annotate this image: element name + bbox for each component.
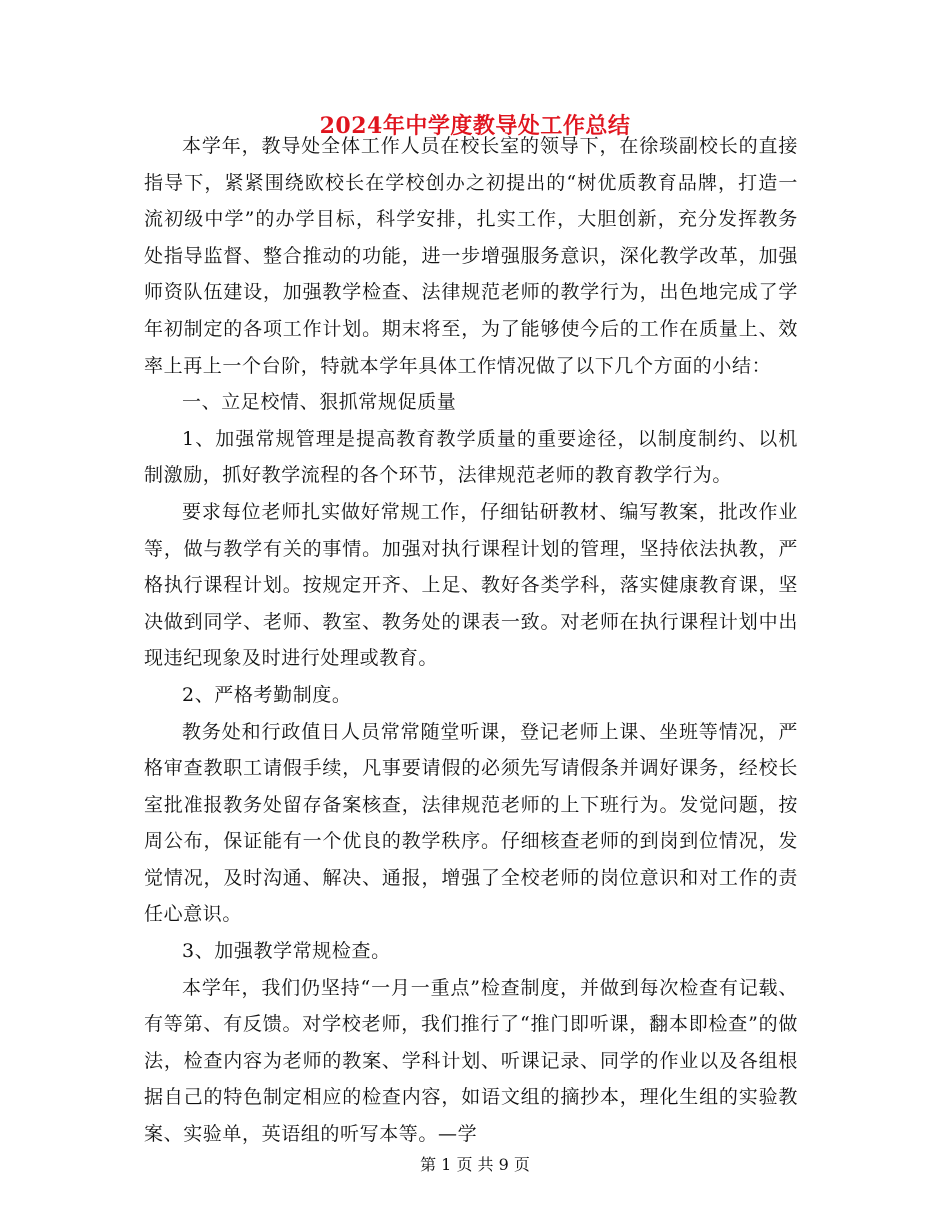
paragraph-intro: 本学年，教导处全体工作人员在校长室的领导下，在徐琰副校长的直接指导下，紧紧围绕欧校长在学校创办之初提出的“树优质教育品牌，打造一流初级中学”的办学目标，科学安排，扎实工作，大胆创新，充分发挥教务处指导监督、整合推动的功能，进一步增强服务意识，深化教学改革，加强师资队伍建设，加强教学检查、法律规范老师的教学行为，出色地完成了学年初制定的各项工作计划。期末将至，为了能够使今后的工作在质量上、效率上再上一个台阶，特就本学年具体工作情况做了以下几个方面的小结：	[144, 135, 798, 377]
document-title: 2024年中学度教导处工作总结	[319, 113, 631, 139]
section-heading-1: 一、立足校情、狠抓常规促质量	[182, 391, 457, 414]
paragraph-requirements: 要求每位老师扎实做好常规工作，仔细钻研教材、编写教案，批改作业等，做与教学有关的事情。加强对执行课程计划的管理，坚持依法执教，严格执行课程计划。按规定开齐、上足、教好各类学科，落实健康教育课，坚决做到同学、老师、教室、教务处的课表一致。对老师在执行课程计划中出现违纪现象及时进行处理或教育。	[144, 500, 798, 670]
paragraph-attendance: 教务处和行政值日人员常常随堂听课，登记老师上课、坐班等情况，严格审查教职工请假手续，凡事要请假的必须先写请假条并调好课务，经校长室批准报教务处留存备案核查，法律规范老师的上下班行为。发觉问题，按周公布，保证能有一个优良的教学秩序。仔细核查老师的到岗到位情况，发觉情况，及时沟通、解决、通报，增强了全校老师的岗位意识和对工作的责任心意识。	[144, 720, 798, 926]
document-body	[144, 128, 798, 1153]
paragraph-item-1: 1、加强常规管理是提高教育教学质量的重要途径，以制度制约、以机制激励，抓好教学流程的各个环节，法律规范老师的教育教学行为。	[144, 427, 798, 487]
paragraph-inspection: 本学年，我们仍坚持“一月一重点”检查制度，并做到每次检查有记载、有等第、有反馈。对学校老师，我们推行了“推门即听课，翻本即检查”的做法，检查内容为老师的教案、学科计划、听课记录、同学的作业以及各组根据自己的特色制定相应的检查内容，如语文组的摘抄本，理化生组的实验教案、实验单，英语组的听写本等。—学	[144, 976, 798, 1146]
paragraph-item-3: 3、加强教学常规检查。	[182, 940, 391, 963]
page-footer: 第 1 页 共 9 页	[420, 1155, 530, 1174]
paragraph-item-2: 2、严格考勤制度。	[182, 683, 352, 706]
